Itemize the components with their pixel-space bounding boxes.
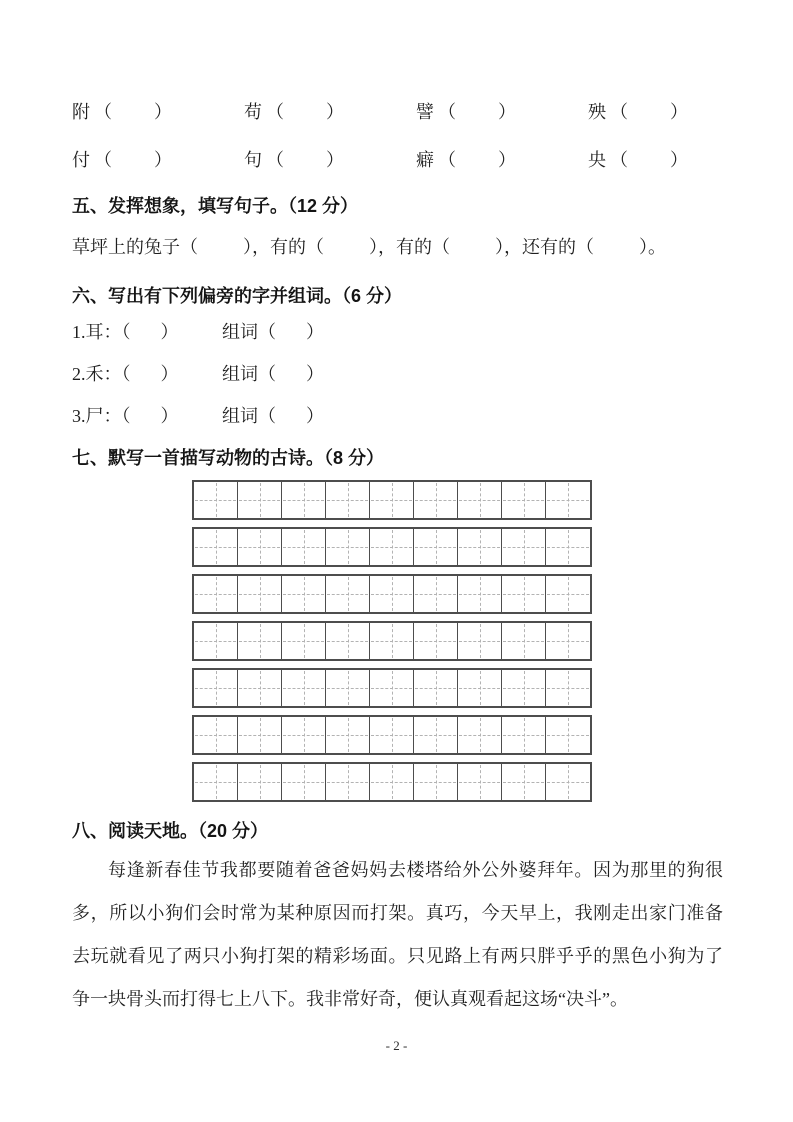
word-fill-item — [72, 146, 172, 174]
writing-cell — [326, 623, 370, 659]
group-word-label: 组词 — [222, 406, 258, 426]
answer-blank-parens — [94, 150, 172, 170]
writing-cell — [194, 482, 238, 518]
open-paren: （ — [258, 406, 276, 426]
writing-grid — [192, 480, 721, 802]
writing-cell — [238, 623, 282, 659]
writing-cell — [326, 529, 370, 565]
word-character: 殃 — [588, 102, 606, 122]
writing-cell — [370, 764, 414, 800]
open-paren: （ — [121, 406, 131, 426]
word-fill-item — [244, 146, 344, 174]
answer-blank-parens — [258, 322, 324, 342]
open-paren: （ — [94, 102, 112, 122]
writing-cell — [194, 529, 238, 565]
word-character: 苟 — [244, 102, 262, 122]
word-fill-item — [588, 98, 688, 126]
close-paren: ） — [670, 150, 688, 170]
writing-cell — [414, 717, 458, 753]
radical-label: 1.耳： — [72, 322, 122, 342]
section-seven-title: 七、默写一首描写动物的古诗。（8 分） — [72, 448, 385, 468]
close-paren: ） — [326, 102, 344, 122]
writing-cell — [414, 764, 458, 800]
writing-cell — [502, 764, 546, 800]
writing-cell — [238, 576, 282, 612]
close-paren: ） — [306, 322, 324, 342]
answer-blank-parens — [306, 237, 378, 257]
answer-blank-parens — [432, 237, 504, 257]
writing-cell — [502, 529, 546, 565]
writing-cell — [238, 529, 282, 565]
open-paren: （ — [94, 150, 112, 170]
answer-blank-parens — [266, 150, 344, 170]
open-paren: （ — [258, 322, 276, 342]
writing-cell — [546, 764, 590, 800]
close-paren: ） — [639, 237, 648, 257]
word-fill-row — [72, 146, 688, 174]
radical-item-row — [72, 402, 721, 430]
answer-blank-parens — [576, 237, 648, 257]
writing-cell — [194, 670, 238, 706]
answer-blank-parens — [438, 150, 516, 170]
writing-cell — [414, 670, 458, 706]
writing-cell — [282, 670, 326, 706]
close-paren: ） — [243, 237, 252, 257]
sentence-text: ，有的 — [252, 237, 306, 257]
writing-cell — [546, 482, 590, 518]
radical-word-items — [72, 318, 721, 430]
writing-cell — [326, 576, 370, 612]
writing-cell — [458, 670, 502, 706]
writing-cell — [546, 717, 590, 753]
close-paren: ） — [495, 237, 504, 257]
writing-cell — [458, 482, 502, 518]
close-paren: ） — [160, 364, 179, 384]
close-paren: ） — [306, 364, 324, 384]
passage-line: 争一块骨头而打得七上八下。我非常好奇，便认真观看起这场“决斗”。 — [72, 989, 628, 1009]
writing-cell — [370, 482, 414, 518]
close-paren: ） — [369, 237, 378, 257]
writing-cell — [502, 576, 546, 612]
close-paren: ） — [160, 322, 179, 342]
page-number: - 2 - — [385, 1038, 408, 1053]
writing-cell — [458, 623, 502, 659]
radical-label: 2.禾： — [72, 364, 122, 384]
answer-blank-parens — [438, 102, 516, 122]
writing-cell — [282, 529, 326, 565]
writing-cell — [414, 576, 458, 612]
close-paren: ） — [498, 150, 516, 170]
sentence-text: 。 — [648, 237, 666, 257]
writing-cell — [194, 576, 238, 612]
answer-blank-parens — [266, 102, 344, 122]
word-fill-item — [244, 98, 344, 126]
writing-cell — [458, 764, 502, 800]
writing-cell — [502, 717, 546, 753]
open-paren: （ — [576, 237, 594, 257]
writing-cell — [282, 623, 326, 659]
writing-cell — [546, 529, 590, 565]
close-paren: ） — [306, 406, 324, 426]
writing-cell — [546, 576, 590, 612]
close-paren: ） — [160, 406, 179, 426]
writing-cell — [546, 670, 590, 706]
writing-cell — [370, 717, 414, 753]
open-paren: （ — [438, 150, 456, 170]
writing-cell — [238, 717, 282, 753]
answer-blank-parens — [180, 237, 252, 257]
writing-grid-row — [192, 480, 592, 520]
word-fill-item — [72, 98, 172, 126]
writing-cell — [370, 576, 414, 612]
writing-grid-row — [192, 762, 592, 802]
open-paren: （ — [266, 150, 284, 170]
group-word-label: 组词 — [222, 322, 258, 342]
writing-grid-row — [192, 527, 592, 567]
open-paren: （ — [610, 102, 628, 122]
writing-cell — [282, 482, 326, 518]
close-paren: ） — [670, 102, 688, 122]
writing-cell — [194, 764, 238, 800]
word-fill-section — [72, 98, 721, 174]
writing-cell — [370, 670, 414, 706]
close-paren: ） — [154, 150, 172, 170]
answer-blank-parens — [258, 406, 324, 426]
writing-cell — [326, 482, 370, 518]
open-paren: （ — [121, 322, 131, 342]
writing-cell — [458, 717, 502, 753]
passage-line: 多，所以小狗们会时常为某种原因而打架。真巧，今天早上，我刚走出家门准备 — [72, 903, 723, 923]
word-character: 付 — [72, 150, 90, 170]
open-paren: （ — [432, 237, 450, 257]
writing-cell — [194, 623, 238, 659]
word-fill-row — [72, 98, 688, 126]
writing-cell — [546, 623, 590, 659]
passage-line: 去玩就看见了两只小狗打架的精彩场面。只见路上有两只胖乎乎的黑色小狗为了 — [72, 946, 723, 966]
radical-label: 3.尸： — [72, 406, 122, 426]
writing-cell — [326, 764, 370, 800]
writing-cell — [502, 482, 546, 518]
writing-cell — [458, 576, 502, 612]
reading-passage — [72, 849, 723, 1021]
sentence-text: ，有的 — [378, 237, 432, 257]
writing-cell — [282, 764, 326, 800]
word-character: 譬 — [416, 102, 434, 122]
close-paren: ） — [154, 102, 172, 122]
radical-item-row — [72, 360, 721, 388]
writing-grid-row — [192, 621, 592, 661]
section-six-title: 六、写出有下列偏旁的字并组词。（6 分） — [72, 286, 403, 306]
writing-grid-row — [192, 715, 592, 755]
writing-cell — [238, 482, 282, 518]
passage-line: 每逢新春佳节我都要随着爸爸妈妈去楼塔给外公外婆拜年。因为那里的狗很 — [108, 860, 723, 880]
radical-item-row — [72, 318, 721, 346]
writing-cell — [326, 670, 370, 706]
close-paren: ） — [326, 150, 344, 170]
open-paren: （ — [610, 150, 628, 170]
radical-lead — [72, 402, 222, 430]
word-character: 句 — [244, 150, 262, 170]
writing-cell — [194, 717, 238, 753]
open-paren: （ — [121, 364, 131, 384]
answer-blank-parens — [610, 150, 688, 170]
section-five-title: 五、发挥想象，填写句子。（12 分） — [72, 196, 359, 216]
word-character: 癖 — [416, 150, 434, 170]
radical-lead — [72, 360, 222, 388]
close-paren: ） — [498, 102, 516, 122]
open-paren: （ — [306, 237, 324, 257]
writing-grid-row — [192, 668, 592, 708]
writing-cell — [282, 717, 326, 753]
writing-cell — [238, 670, 282, 706]
writing-cell — [326, 717, 370, 753]
writing-cell — [238, 764, 282, 800]
writing-cell — [458, 529, 502, 565]
radical-lead — [72, 318, 222, 346]
writing-grid-row — [192, 574, 592, 614]
word-fill-item — [416, 98, 516, 126]
sentence-text: 草坪上的兔子 — [72, 237, 180, 257]
open-paren: （ — [266, 102, 284, 122]
writing-cell — [282, 576, 326, 612]
sentence-text: ，还有的 — [504, 237, 576, 257]
answer-blank-parens — [258, 364, 324, 384]
answer-blank-parens — [122, 364, 179, 384]
answer-blank-parens — [94, 102, 172, 122]
word-fill-item — [416, 146, 516, 174]
word-character: 附 — [72, 102, 90, 122]
open-paren: （ — [438, 102, 456, 122]
writing-cell — [502, 623, 546, 659]
writing-cell — [414, 482, 458, 518]
writing-cell — [370, 529, 414, 565]
fill-in-sentence — [72, 232, 721, 262]
writing-cell — [370, 623, 414, 659]
open-paren: （ — [180, 237, 198, 257]
writing-cell — [414, 529, 458, 565]
writing-cell — [414, 623, 458, 659]
group-word-label: 组词 — [222, 364, 258, 384]
word-fill-item — [588, 146, 688, 174]
word-character: 央 — [588, 150, 606, 170]
open-paren: （ — [258, 364, 276, 384]
answer-blank-parens — [122, 322, 179, 342]
answer-blank-parens — [122, 406, 179, 426]
answer-blank-parens — [610, 102, 688, 122]
section-eight-title: 八、阅读天地。（20 分） — [72, 821, 269, 841]
writing-cell — [502, 670, 546, 706]
